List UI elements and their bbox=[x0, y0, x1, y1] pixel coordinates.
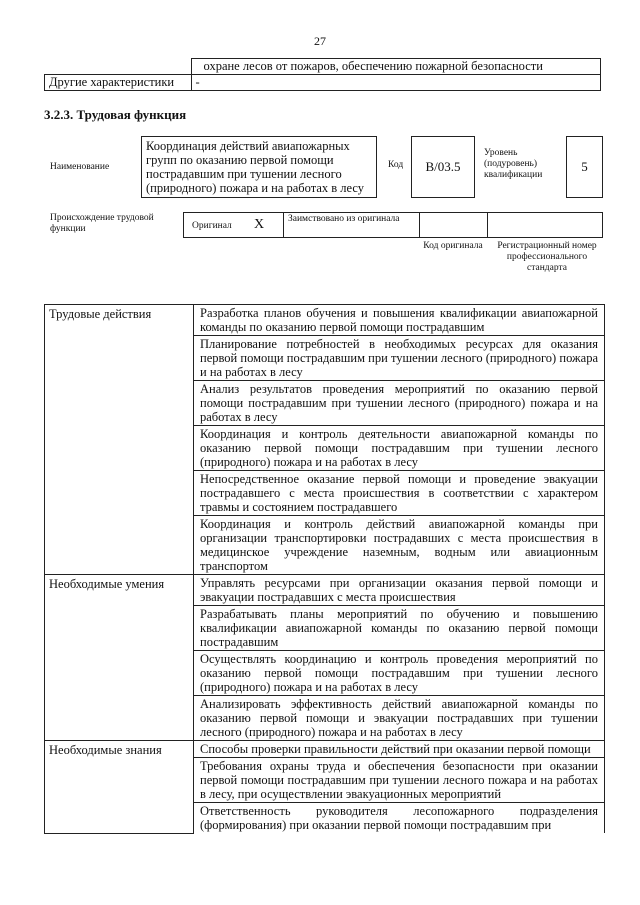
original-label: Оригинал bbox=[192, 221, 232, 231]
function-name-box bbox=[141, 136, 377, 198]
row-header: Необходимые знания bbox=[45, 741, 194, 834]
top-table-empty-cell bbox=[45, 59, 192, 75]
code-caption: Код оригинала bbox=[423, 241, 483, 251]
code-box bbox=[411, 136, 475, 198]
name-label: Наименование bbox=[50, 162, 110, 172]
table-cell: Осуществлять координацию и контроль проведения мероприятий по оказанию первой помощи пострадавшим при тушении лесного (природного) пожара и на работах в лесу bbox=[194, 651, 605, 696]
table-cell: Координация и контроль действий авиапожарной команды при организации транспортировки пострадавших с места происшествия в медицинское учреждение наземным, водным или авиационным транспортом bbox=[194, 516, 605, 575]
table-row bbox=[45, 741, 605, 758]
origin-divider bbox=[487, 213, 488, 237]
table-cell: Ответственность руководителя лесопожарного подразделения (формирования) при оказании первой помощи пострадавшим при bbox=[194, 803, 605, 834]
table-row bbox=[45, 575, 605, 606]
table-cell: Анализировать эффективность действий авиапожарной команды по оказанию первой помощи и эвакуации пострадавших при тушении лесного (природного) пожара и на работах в лесу bbox=[194, 696, 605, 741]
level-value: 5 bbox=[581, 159, 588, 174]
origin-divider bbox=[283, 213, 284, 237]
table-cell: Управлять ресурсами при организации оказания первой помощи и эвакуации пострадавших с места происшествия bbox=[194, 575, 605, 606]
borrowed-label: Заимствовано из оригинала bbox=[288, 214, 400, 224]
other-characteristics-value: - bbox=[191, 75, 601, 91]
table-cell: Требования охраны труда и обеспечения безопасности при оказании первой помощи пострадавшим при тушении лесного пожара и на работах в лесу, при осуществлении эвакуационных мероприятий bbox=[194, 758, 605, 803]
reg-caption: Регистрационный номер профессионального стандарта bbox=[497, 241, 597, 273]
section-title: 3.2.3. Трудовая функция bbox=[44, 107, 187, 122]
table-cell: Разрабатывать планы мероприятий по обучению и повышению квалификации авиапожарной команды по оказанию первой помощи пострадавшим bbox=[194, 606, 605, 651]
level-box bbox=[566, 136, 603, 198]
function-name-value: Координация действий авиапожарных групп по оказанию первой помощи пострадавшим при тушении лесного (природного) пожара и на работах в лесу bbox=[146, 139, 365, 195]
level-label: Уровень (подуровень) квалификации bbox=[484, 148, 543, 180]
main-table bbox=[44, 304, 605, 834]
top-table-cell: охране лесов от пожаров, обеспечению пожарной безопасности bbox=[191, 59, 601, 75]
origin-label: Происхождение трудовой функции bbox=[50, 213, 154, 234]
table-cell: Координация и контроль деятельности авиапожарной команды по оказанию первой помощи пострадавшим при тушении лесного (природного) пожара и на работах в лесу bbox=[194, 426, 605, 471]
origin-divider bbox=[419, 213, 420, 237]
table-cell: Анализ результатов проведения мероприятий по оказанию первой помощи пострадавшим при тушении лесного (природного) пожара и на работах в лесу bbox=[194, 381, 605, 426]
code-label: Код bbox=[388, 160, 404, 170]
table-row bbox=[45, 305, 605, 336]
row-header: Необходимые умения bbox=[45, 575, 194, 741]
row-header: Трудовые действия bbox=[45, 305, 194, 575]
table-cell: Непосредственное оказание первой помощи и проведение эвакуации пострадавшего с места происшествия в соответствии с характером травмы и состоянием пострадавшего bbox=[194, 471, 605, 516]
table-cell: Планирование потребностей в необходимых ресурсах для оказания первой помощи пострадавшим при тушении лесного (природного) пожара и на работах в лесу bbox=[194, 336, 605, 381]
table-cell: Способы проверки правильности действий при оказании первой помощи bbox=[194, 741, 605, 758]
other-characteristics-label: Другие характеристики bbox=[45, 75, 192, 91]
code-value: B/03.5 bbox=[425, 159, 461, 174]
page-number: 27 bbox=[314, 34, 326, 48]
top-table bbox=[44, 58, 601, 91]
table-cell: Разработка планов обучения и повышения квалификации авиапожарной команды по оказанию первой помощи пострадавшим bbox=[194, 305, 605, 336]
original-mark: X bbox=[254, 217, 265, 232]
origin-row bbox=[183, 212, 603, 238]
